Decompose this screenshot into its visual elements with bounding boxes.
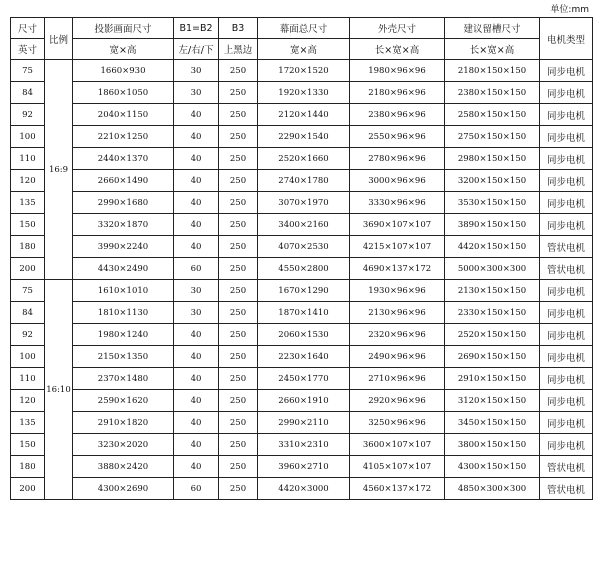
cell-motor: 同步电机: [540, 346, 593, 368]
table-row: [11, 346, 593, 368]
cell-screen: 1920×1330: [258, 82, 350, 104]
cell-slot: 2180×150×150: [445, 60, 540, 82]
cell-b3: 250: [219, 390, 258, 412]
cell-motor: 同步电机: [540, 280, 593, 302]
table-row: [11, 126, 593, 148]
cell-b3: 250: [219, 346, 258, 368]
cell-slot: 2750×150×150: [445, 126, 540, 148]
cell-screen: 2120×1440: [258, 104, 350, 126]
cell-b12: 40: [174, 324, 219, 346]
table-row: [11, 302, 593, 324]
cell-b3: 250: [219, 82, 258, 104]
cell-proj: 2660×1490: [73, 170, 174, 192]
cell-screen: 2290×1540: [258, 126, 350, 148]
cell-b12: 60: [174, 258, 219, 280]
cell-b12: 30: [174, 82, 219, 104]
cell-b3: 250: [219, 456, 258, 478]
cell-slot: 5000×300×300: [445, 258, 540, 280]
cell-motor: 同步电机: [540, 82, 593, 104]
table-row: [11, 82, 593, 104]
cell-proj: 2150×1350: [73, 346, 174, 368]
cell-size: 180: [11, 236, 45, 258]
cell-motor: 管状电机: [540, 236, 593, 258]
cell-b3: 250: [219, 324, 258, 346]
cell-motor: 同步电机: [540, 390, 593, 412]
cell-shell: 2490×96×96: [350, 346, 445, 368]
cell-shell: 3330×96×96: [350, 192, 445, 214]
cell-b12: 40: [174, 412, 219, 434]
header-size: 尺寸: [11, 18, 45, 39]
header-b3: B3: [219, 18, 258, 39]
cell-b3: 250: [219, 170, 258, 192]
cell-shell: 2920×96×96: [350, 390, 445, 412]
cell-b3: 250: [219, 412, 258, 434]
cell-screen: 4550×2800: [258, 258, 350, 280]
cell-size: 110: [11, 148, 45, 170]
table-row: [11, 280, 593, 302]
cell-screen: 2230×1640: [258, 346, 350, 368]
table-row: [11, 368, 593, 390]
cell-proj: 2040×1150: [73, 104, 174, 126]
ratio-cell: 16:9: [45, 60, 73, 280]
table-row: [11, 390, 593, 412]
cell-slot: 2980×150×150: [445, 148, 540, 170]
cell-motor: 同步电机: [540, 104, 593, 126]
cell-b12: 40: [174, 236, 219, 258]
cell-proj: 2440×1370: [73, 148, 174, 170]
ratio-cell: 16:10: [45, 280, 73, 500]
cell-proj: 1660×930: [73, 60, 174, 82]
cell-slot: 4850×300×300: [445, 478, 540, 500]
cell-size: 75: [11, 60, 45, 82]
cell-screen: 1870×1410: [258, 302, 350, 324]
header-screen-total: 幕面总尺寸: [258, 18, 350, 39]
table-row: [11, 192, 593, 214]
header-shell: 外壳尺寸: [350, 18, 445, 39]
cell-b3: 250: [219, 434, 258, 456]
cell-screen: 2990×2110: [258, 412, 350, 434]
table-row: [11, 104, 593, 126]
cell-b12: 40: [174, 368, 219, 390]
table-row: [11, 236, 593, 258]
cell-b3: 250: [219, 368, 258, 390]
cell-motor: 同步电机: [540, 148, 593, 170]
cell-shell: 1980×96×96: [350, 60, 445, 82]
cell-motor: 同步电机: [540, 412, 593, 434]
cell-shell: 2130×96×96: [350, 302, 445, 324]
cell-shell: 3690×107×107: [350, 214, 445, 236]
cell-shell: 4690×137×172: [350, 258, 445, 280]
cell-b12: 30: [174, 280, 219, 302]
cell-motor: 同步电机: [540, 170, 593, 192]
table-header: [11, 18, 593, 60]
cell-b3: 250: [219, 148, 258, 170]
cell-slot: 3450×150×150: [445, 412, 540, 434]
cell-proj: 1610×1010: [73, 280, 174, 302]
cell-screen: 3960×2710: [258, 456, 350, 478]
cell-size: 200: [11, 478, 45, 500]
cell-b3: 250: [219, 236, 258, 258]
cell-motor: 管状电机: [540, 258, 593, 280]
cell-proj: 4430×2490: [73, 258, 174, 280]
cell-proj: 1980×1240: [73, 324, 174, 346]
cell-b12: 30: [174, 302, 219, 324]
cell-slot: 4420×150×150: [445, 236, 540, 258]
cell-size: 150: [11, 214, 45, 236]
cell-b12: 40: [174, 346, 219, 368]
cell-b12: 40: [174, 170, 219, 192]
cell-b12: 40: [174, 126, 219, 148]
table-row: [11, 170, 593, 192]
cell-proj: 1810×1130: [73, 302, 174, 324]
cell-screen: 2060×1530: [258, 324, 350, 346]
cell-slot: 2910×150×150: [445, 368, 540, 390]
cell-size: 100: [11, 346, 45, 368]
cell-b12: 40: [174, 214, 219, 236]
table-row: [11, 412, 593, 434]
cell-proj: 3990×2240: [73, 236, 174, 258]
cell-shell: 2780×96×96: [350, 148, 445, 170]
cell-b12: 40: [174, 456, 219, 478]
header-size-unit: 英寸: [11, 39, 45, 60]
table-row: [11, 148, 593, 170]
cell-screen: 3310×2310: [258, 434, 350, 456]
cell-b3: 250: [219, 478, 258, 500]
cell-proj: 2910×1820: [73, 412, 174, 434]
cell-screen: 3070×1970: [258, 192, 350, 214]
cell-size: 180: [11, 456, 45, 478]
cell-slot: 2580×150×150: [445, 104, 540, 126]
cell-proj: 2590×1620: [73, 390, 174, 412]
cell-shell: 3600×107×107: [350, 434, 445, 456]
cell-b3: 250: [219, 214, 258, 236]
cell-b12: 30: [174, 60, 219, 82]
cell-motor: 同步电机: [540, 192, 593, 214]
header-slot: 建议留槽尺寸: [445, 18, 540, 39]
cell-proj: 3230×2020: [73, 434, 174, 456]
cell-size: 75: [11, 280, 45, 302]
cell-b3: 250: [219, 104, 258, 126]
cell-motor: 同步电机: [540, 60, 593, 82]
header-projection-sub: 宽×高: [73, 39, 174, 60]
cell-b12: 40: [174, 104, 219, 126]
cell-screen: 3400×2160: [258, 214, 350, 236]
cell-size: 100: [11, 126, 45, 148]
cell-proj: 4300×2690: [73, 478, 174, 500]
cell-slot: 2380×150×150: [445, 82, 540, 104]
cell-b3: 250: [219, 302, 258, 324]
cell-b12: 40: [174, 434, 219, 456]
cell-shell: 2710×96×96: [350, 368, 445, 390]
cell-slot: 2520×150×150: [445, 324, 540, 346]
cell-screen: 2520×1660: [258, 148, 350, 170]
header-motor: 电机类型: [540, 18, 593, 60]
cell-b3: 250: [219, 192, 258, 214]
table-row: [11, 258, 593, 280]
cell-slot: 2690×150×150: [445, 346, 540, 368]
cell-shell: 3000×96×96: [350, 170, 445, 192]
cell-shell: 4215×107×107: [350, 236, 445, 258]
cell-size: 110: [11, 368, 45, 390]
cell-size: 92: [11, 104, 45, 126]
cell-shell: 2320×96×96: [350, 324, 445, 346]
cell-b3: 250: [219, 280, 258, 302]
cell-proj: 2210×1250: [73, 126, 174, 148]
cell-screen: 2740×1780: [258, 170, 350, 192]
cell-b3: 250: [219, 258, 258, 280]
cell-slot: 4300×150×150: [445, 456, 540, 478]
cell-motor: 管状电机: [540, 456, 593, 478]
cell-screen: 2450×1770: [258, 368, 350, 390]
cell-screen: 2660×1910: [258, 390, 350, 412]
table-row: [11, 60, 593, 82]
cell-size: 200: [11, 258, 45, 280]
cell-slot: 3120×150×150: [445, 390, 540, 412]
cell-slot: 2330×150×150: [445, 302, 540, 324]
cell-motor: 管状电机: [540, 478, 593, 500]
cell-proj: 1860×1050: [73, 82, 174, 104]
cell-b12: 40: [174, 192, 219, 214]
table-row: [11, 214, 593, 236]
header-screen-sub: 宽×高: [258, 39, 350, 60]
cell-size: 135: [11, 412, 45, 434]
cell-b12: 40: [174, 390, 219, 412]
cell-b12: 40: [174, 148, 219, 170]
table-row: [11, 324, 593, 346]
cell-size: 135: [11, 192, 45, 214]
header-ratio: 比例: [45, 18, 73, 60]
cell-motor: 同步电机: [540, 126, 593, 148]
header-slot-sub: 长×宽×高: [445, 39, 540, 60]
cell-motor: 同步电机: [540, 368, 593, 390]
table-row: [11, 434, 593, 456]
cell-shell: 2550×96×96: [350, 126, 445, 148]
header-row-1: [11, 18, 593, 39]
cell-motor: 同步电机: [540, 324, 593, 346]
cell-shell: 3250×96×96: [350, 412, 445, 434]
header-shell-sub: 长×宽×高: [350, 39, 445, 60]
cell-size: 150: [11, 434, 45, 456]
cell-proj: 2990×1680: [73, 192, 174, 214]
cell-screen: 4070×2530: [258, 236, 350, 258]
cell-screen: 4420×3000: [258, 478, 350, 500]
cell-shell: 1930×96×96: [350, 280, 445, 302]
table-row: [11, 478, 593, 500]
cell-screen: 1720×1520: [258, 60, 350, 82]
cell-proj: 3880×2420: [73, 456, 174, 478]
header-row-2: [11, 39, 593, 60]
header-b1-b2-sub: 左/右/下: [174, 39, 219, 60]
table-row: [11, 456, 593, 478]
cell-b3: 250: [219, 126, 258, 148]
cell-shell: 2380×96×96: [350, 104, 445, 126]
cell-shell: 4560×137×172: [350, 478, 445, 500]
header-projection: 投影画面尺寸: [73, 18, 174, 39]
cell-motor: 同步电机: [540, 434, 593, 456]
cell-proj: 3320×1870: [73, 214, 174, 236]
header-b3-sub: 上黑边: [219, 39, 258, 60]
cell-size: 120: [11, 170, 45, 192]
table-body: [11, 60, 593, 500]
spec-table: [10, 17, 593, 500]
cell-slot: 2130×150×150: [445, 280, 540, 302]
cell-size: 84: [11, 82, 45, 104]
header-b1-b2: B1=B2: [174, 18, 219, 39]
cell-motor: 同步电机: [540, 214, 593, 236]
cell-slot: 3890×150×150: [445, 214, 540, 236]
cell-slot: 3530×150×150: [445, 192, 540, 214]
cell-slot: 3200×150×150: [445, 170, 540, 192]
cell-slot: 3800×150×150: [445, 434, 540, 456]
cell-b12: 60: [174, 478, 219, 500]
cell-shell: 2180×96×96: [350, 82, 445, 104]
cell-proj: 2370×1480: [73, 368, 174, 390]
unit-label: 单位:mm: [550, 5, 589, 15]
cell-b3: 250: [219, 60, 258, 82]
cell-size: 120: [11, 390, 45, 412]
cell-shell: 4105×107×107: [350, 456, 445, 478]
cell-motor: 同步电机: [540, 302, 593, 324]
cell-screen: 1670×1290: [258, 280, 350, 302]
cell-size: 92: [11, 324, 45, 346]
cell-size: 84: [11, 302, 45, 324]
